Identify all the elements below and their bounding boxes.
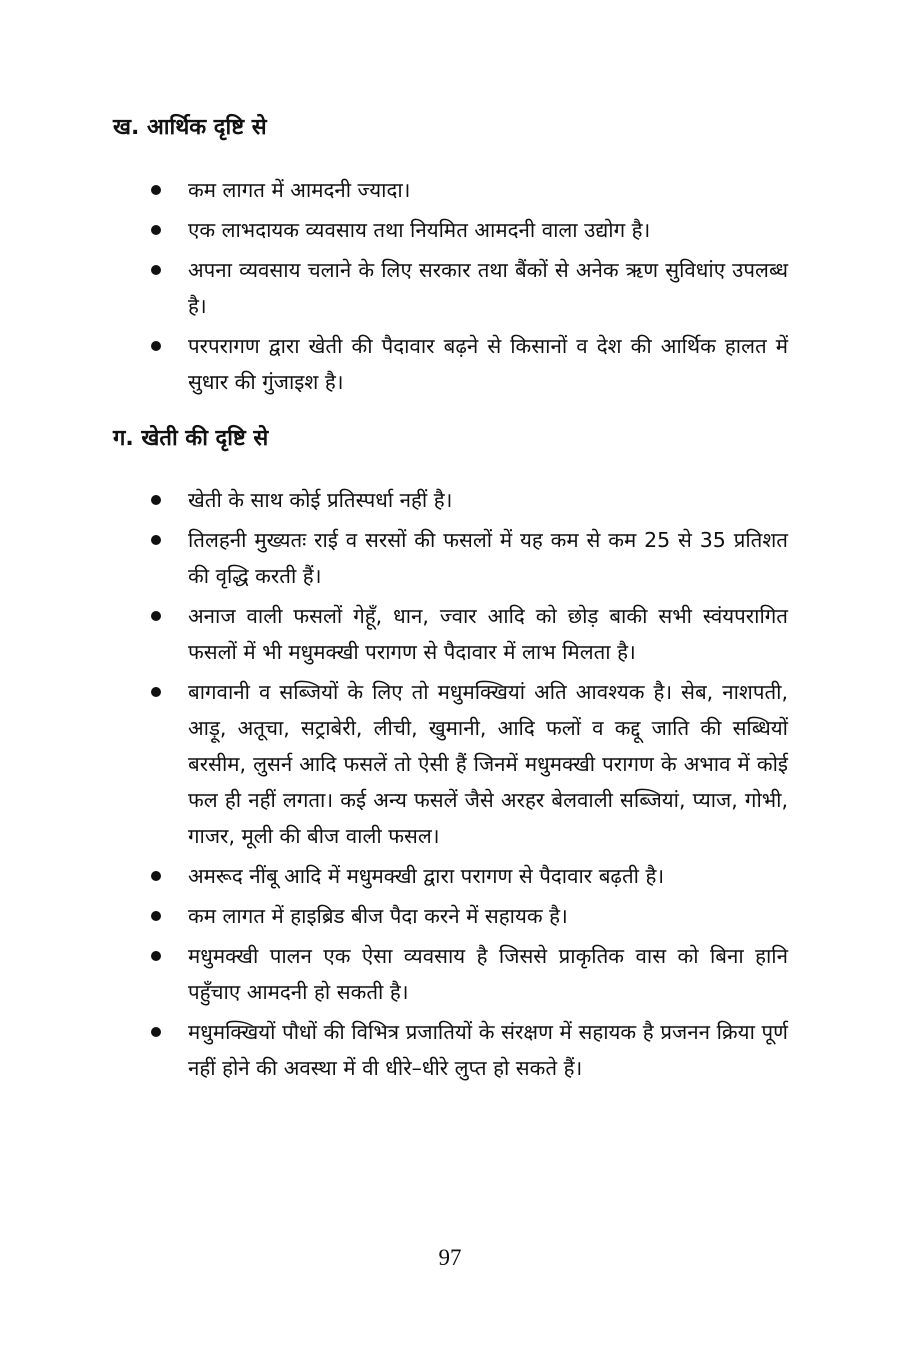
list-item-text: कम लागत में हाइब्रिड बीज पैदा करने में सहायक है। (188, 904, 568, 928)
list-item-text: अमरूद नींबू आदि में मधुमक्खी द्वारा परागण से पैदावार बढ़ती है। (188, 864, 665, 888)
bullet-icon (151, 225, 161, 235)
list-item-text: अपना व्यवसाय चलाने के लिए सरकार तथा बैंकों से अनेक ऋण सुविधांए उपलब्ध है। (188, 258, 788, 318)
list-item (148, 252, 788, 324)
list-item-text: कम लागत में आमदनी ज्यादा। (188, 178, 411, 202)
bullet-icon (151, 687, 161, 697)
list-item-text: एक लाभदायक व्यवसाय तथा नियमित आमदनी वाला उद्योग है। (188, 218, 651, 242)
economic-benefits-list (148, 172, 788, 404)
bullet-icon (151, 185, 161, 195)
list-item (148, 898, 788, 934)
section-heading-economic: ख. आर्थिक दृष्टि से (113, 115, 267, 140)
list-item (148, 482, 788, 518)
bullet-icon (151, 265, 161, 275)
list-item-text: मधुमक्खी पालन एक ऐसा व्यवसाय है जिससे प्राकृतिक वास को बिना हानि पहुँचाए आमदनी हो सकती है। (188, 944, 788, 1004)
list-item-text: खेती के साथ कोई प्रतिस्पर्धा नहीं है। (188, 488, 453, 512)
list-item (148, 328, 788, 400)
bullet-icon (151, 951, 161, 961)
page-number: 97 (438, 1245, 462, 1270)
list-item (148, 1014, 788, 1086)
section-heading-farming: ग. खेती की दृष्टि से (113, 426, 269, 451)
bullet-icon (151, 911, 161, 921)
bullet-icon (151, 871, 161, 881)
list-item-text: अनाज वाली फसलों गेहूँ, धान, ज्वार आदि को छोड़ बाकी सभी स्वंयपरागित फसलों में भी मधुमक्खी परागण से पैदावार में लाभ मिलता है। (188, 604, 788, 664)
list-item-text: तिलहनी मुख्यतः राई व सरसों की फसलों में यह कम से कम 25 से 35 प्रतिशत की वृद्धि करती हैं। (188, 528, 788, 588)
list-item (148, 598, 788, 670)
list-item-text: बागवानी व सब्जियों के लिए तो मधुमक्खियां अति आवश्यक है। सेब, नाशपती, आड़ू, अतूचा, सट्राबेरी, लीची, खुमानी, आदि फलों व कद्दू जाति की सब्धियों बरसीम, लुसर्न आदि फसलें तो ऐसी हैं जिनमें मधुमक्खी परागण के अभाव में कोई फल ही नहीं लगता। कई अन्य फसलें जैसे अरहर बेलवाली सब्जियां, प्याज, गोभी, गाजर, मूली की बीज वाली फसल। (188, 680, 788, 848)
bullet-icon (151, 341, 161, 351)
list-item (148, 674, 788, 854)
bullet-icon (151, 611, 161, 621)
list-item (148, 858, 788, 894)
bullet-icon (151, 1027, 161, 1037)
list-item (148, 522, 788, 594)
bullet-icon (151, 495, 161, 505)
bullet-icon (151, 535, 161, 545)
list-item (148, 938, 788, 1010)
list-item (148, 212, 788, 248)
list-item-text: परपरागण द्वारा खेती की पैदावार बढ़ने से किसानों व देश की आर्थिक हालत में सुधार की गुंजाइश है। (188, 334, 788, 394)
list-item (148, 172, 788, 208)
list-item-text: मधुमक्खियों पौधों की विभित्र प्रजातियों के संरक्षण में सहायक है प्रजनन क्रिया पूर्ण नहीं होने की अवस्था में वी धीरे–धीरे लुप्त हो सकते हैं। (188, 1020, 788, 1080)
farming-benefits-list (148, 482, 788, 1090)
